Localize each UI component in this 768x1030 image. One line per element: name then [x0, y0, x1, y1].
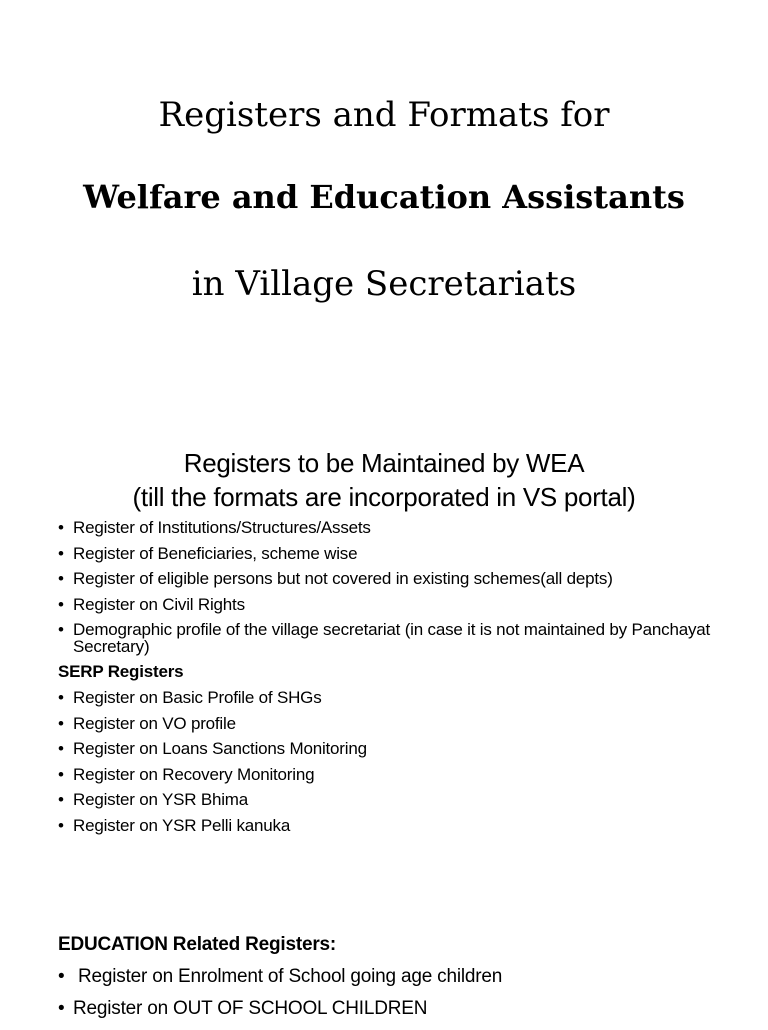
list-item: • Register of eligible persons but not covered in existing schemes(all depts) [58, 570, 748, 587]
list-item: • Register on Enrolment of School going age children [58, 966, 748, 988]
title-line-1: Registers and Formats for [158, 95, 610, 135]
wea-register-list [58, 519, 748, 664]
list-item: • Register on YSR Pelli kanuka [58, 817, 748, 834]
list-item: • Register on Loans Sanctions Monitoring [58, 740, 748, 757]
list-item: • Register of Institutions/Structures/Assets [58, 519, 748, 536]
serp-heading: SERP Registers [58, 662, 184, 681]
serp-register-list [58, 689, 748, 842]
list-item: • Register on YSR Bhima [58, 791, 748, 808]
education-heading: EDUCATION Related Registers: [58, 934, 337, 955]
list-item: • Register on OUT OF SCHOOL CHILDREN [58, 998, 748, 1020]
education-register-list [58, 966, 748, 1030]
wea-heading-line-2: (till the formats are incorporated in VS portal) [132, 482, 636, 512]
title-line-3: in Village Secretariats [191, 264, 577, 304]
title-line-2: Welfare and Education Assistants [83, 178, 685, 216]
list-item: • Register on Basic Profile of SHGs [58, 689, 748, 706]
list-item: • Register on Civil Rights [58, 596, 748, 613]
wea-heading-line-1: Registers to be Maintained by WEA [183, 448, 585, 478]
list-item: • Register on VO profile [58, 715, 748, 732]
list-item: • Register on Recovery Monitoring [58, 766, 748, 783]
list-item: • Demographic profile of the village secretariat (in case it is not maintained by Panchayat Secretary) [58, 621, 748, 655]
list-item: • Register of Beneficiaries, scheme wise [58, 545, 748, 562]
